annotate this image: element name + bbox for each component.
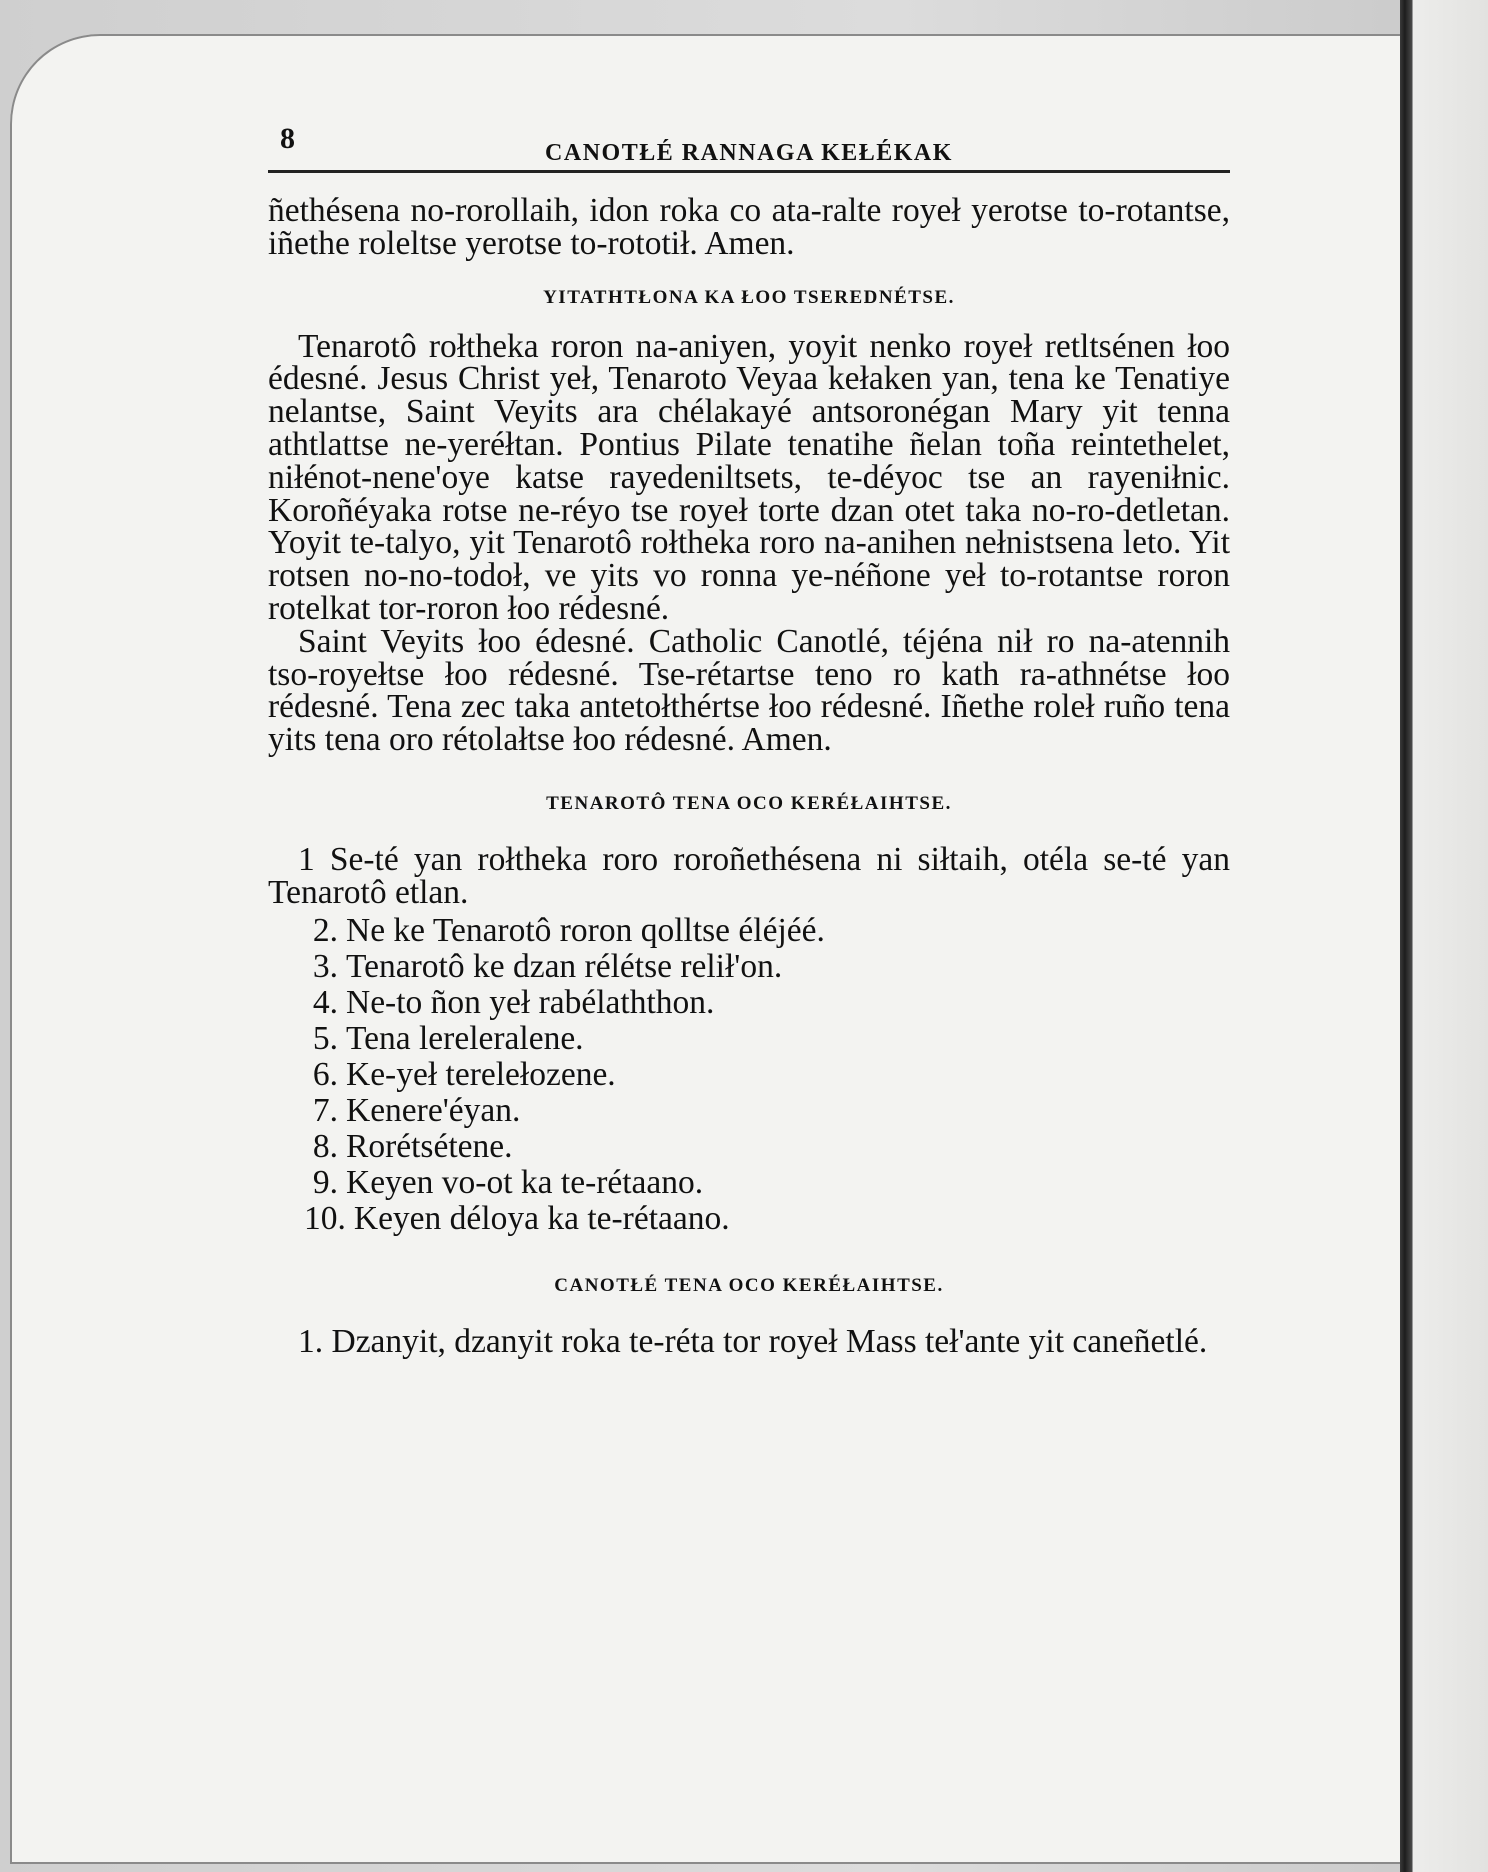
opening-paragraph: ñethésena no-rorollaih, idon roka co ata-ralte royeł yerotse to-rotantse, iñethe roleltse yerotse to-rototił. Amen. (268, 192, 1230, 262)
item-number: 1. (298, 1322, 324, 1360)
item-text: Keyen vo-ot ka te-rétaano. (346, 1163, 704, 1201)
item-text: Rorétsétene. (346, 1127, 513, 1165)
section-title-commandments: TENAROTÔ TENA OCO KERÉŁAIHTSE. (546, 792, 952, 814)
creed-paragraph-1: Tenarotô rołtheka roron na-aniyen, yoyit nenko royeł retltsénen łoo édesné. Jesus Christ yeł, Tenaroto Veyaa kełaken yan, tena ke Tenatiye nelantse, Saint Veyits ara chélakayé antsoronégan Mary yit tenna athtlattse ne-yeréłtan. Pontius Pilate tenatihe ñelan toña reintethelet, niłénot-nene'oye katse rayedeniltsets, te-déyoc tse an rayeniłnic. Koroñéyaka rotse ne-réyo tse royeł torte dzan otet taka no-ro-detletan. Yoyit te-talyo, yit Tenarotô rołtheka roro na-anihen nełnistsena leto. Yit rotsen no-no-todoł, ve yits vo ronna ye-néñone yeł to-rotantse roron rotelkat tor-roron łoo rédesné. (268, 327, 1230, 627)
page-content (268, 110, 1230, 1362)
item-number: 3. (312, 947, 338, 985)
running-head: CANOTŁÉ RANNAGA KEŁÉKAK (545, 140, 953, 166)
item-text: Ke-yeł terelełozene. (346, 1055, 616, 1093)
list-item (268, 1057, 1230, 1093)
list-item (268, 1201, 1230, 1237)
list-item (268, 985, 1230, 1021)
item-number: 1 (298, 840, 315, 878)
item-text: Keyen déloya ka te-rétaano. (353, 1199, 730, 1237)
item-number: 8. (312, 1127, 338, 1165)
item-number: 10. (304, 1199, 346, 1237)
list-item (268, 1093, 1230, 1129)
list-item (268, 1165, 1230, 1201)
item-number: 9. (312, 1163, 338, 1201)
item-number: 4. (312, 983, 338, 1021)
list-item (268, 840, 1230, 913)
item-number: 2. (312, 911, 338, 949)
list-item (268, 1021, 1230, 1057)
item-text: Kenere'éyan. (346, 1091, 521, 1129)
page-header (268, 110, 1230, 173)
section-title-creed: YITATHTŁONA KA ŁOO TSEREDNÉTSE. (543, 286, 955, 308)
list-item (268, 913, 1230, 949)
item-number: 7. (312, 1091, 338, 1129)
item-text: Se-té yan rołtheka roro roroñethésena ni siłtaih, otéla se-té yan Tenarotô etlan. (268, 840, 1230, 911)
item-text: Tenarotô ke dzan rélétse relił'on. (346, 947, 783, 985)
item-text: Ne ke Tenarotô roron qolltse éléjéé. (346, 911, 825, 949)
list-item (268, 949, 1230, 985)
page-number: 8 (280, 122, 295, 155)
book-binding (1400, 0, 1412, 1872)
list-item (268, 1129, 1230, 1165)
section-title-church-precepts: CANOTŁÉ TENA OCO KERÉŁAIHTSE. (554, 1274, 944, 1296)
item-text: Tena lereleralene. (346, 1019, 584, 1057)
item-number: 6. (312, 1055, 338, 1093)
commandments-list (268, 840, 1230, 1237)
adjacent-page-edge (1412, 0, 1488, 1872)
list-item (268, 1322, 1230, 1362)
item-number: 5. (312, 1019, 338, 1057)
item-text: Dzanyit, dzanyit roka te-réta tor royeł Mass teł'ante yit caneñetlé. (331, 1322, 1208, 1360)
item-text: Ne-to ñon yeł rabélaththon. (346, 983, 715, 1021)
precepts-list (268, 1322, 1230, 1362)
creed-paragraph-2: Saint Veyits łoo édesné. Catholic Canotlé, téjéna nił ro na-atennih tso-royełtse łoo rédesné. Tse-rétartse teno ro kath ra-athnétse łoo rédesné. Tena zec taka antetołthértse łoo rédesné. Iñethe roleł ruño tena yits tena oro rétolałtse łoo rédesné. Amen. (268, 622, 1230, 759)
